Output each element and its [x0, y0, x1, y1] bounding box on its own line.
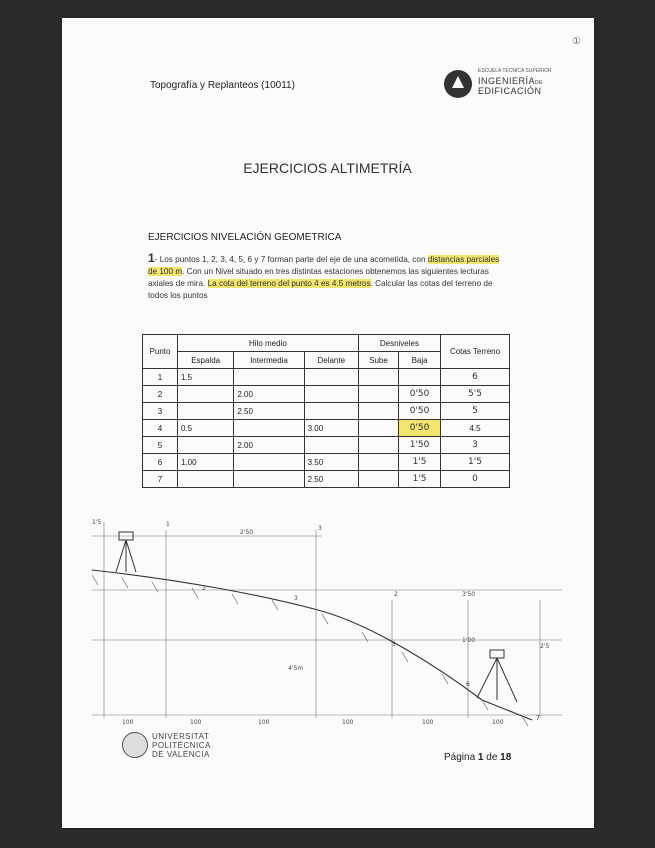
page-corner-mark: ①	[572, 36, 581, 47]
sketch-distance: 100	[492, 719, 504, 726]
leveling-table	[142, 334, 510, 488]
course-name: Topografía y Replanteos (10011)	[150, 80, 295, 91]
level-instrument-icon	[116, 532, 136, 572]
table-row: 5 2.00 1'50 3	[143, 437, 510, 454]
sketch-label: 6	[466, 681, 470, 688]
sketch-distance: 100	[190, 719, 202, 726]
table-row: 1 1.5 6	[143, 369, 510, 386]
sketch-distance: 100	[122, 719, 134, 726]
table-row: 2 2.00 0'50 5'5	[143, 386, 510, 403]
table-row: 4 0.5 3.00 0'50 4.5	[143, 420, 510, 437]
school-logo-icon	[444, 70, 472, 98]
exercise-statement: 1- Los puntos 1, 2, 3, 4, 5, 6 y 7 forman parte del eje de una acometida, con distancias parciales de 100 m. Con un Nivel situado en tres distintas estaciones obtenemos las siguientes lecturas axiales de mira. La cota del terreno del punto 4 es 4.5 metros. Calcular las cotas del terreno de todos los puntos	[148, 251, 500, 300]
sketch-label: 3	[318, 525, 322, 532]
sketch-distance: 100	[422, 719, 434, 726]
sketch-label: 1'00	[462, 637, 476, 644]
sketch-label: 2'50	[240, 529, 254, 536]
sketch-label: 5	[392, 641, 396, 648]
sketch-label: 1	[166, 521, 170, 528]
university-line1: UNIVERSITAT	[152, 732, 210, 741]
university-seal-icon	[122, 732, 148, 758]
sketch-label: 1'5	[92, 519, 102, 526]
level-instrument-icon	[477, 650, 517, 702]
header-espalda: Espalda	[178, 352, 234, 369]
university-line3: DE VALÈNCIA	[152, 750, 210, 759]
section-title: EJERCICIOS NIVELACIÓN GEOMETRICA	[148, 232, 342, 243]
sketch-label: 4'5m	[288, 665, 304, 672]
header-baja: Baja	[399, 352, 441, 369]
header-sube: Sube	[358, 352, 398, 369]
sketch-label: 2	[394, 591, 398, 598]
table-row: 3 2.50 0'50 5	[143, 403, 510, 420]
leveling-sketch	[62, 510, 592, 730]
document-title: EJERCICIOS ALTIMETRÍA	[243, 160, 412, 176]
sketch-distance: 100	[342, 719, 354, 726]
university-line2: POLITÈCNICA	[152, 741, 211, 750]
sketch-label: 3'50	[462, 591, 476, 598]
page-number: Página 1 de 18	[444, 752, 512, 763]
header-hilo-medio: Hilo medio	[178, 335, 359, 352]
sketch-label: 2	[202, 585, 206, 592]
header-desniveles: Desniveles	[358, 335, 440, 352]
highlight-known-height: La cota del terreno del punto 4 es 4.5 metros	[207, 279, 371, 288]
table-row: 7 2.50 1'5 0	[143, 471, 510, 488]
header-cotas: Cotas Terreno	[441, 335, 510, 369]
sketch-label: 7	[536, 715, 540, 722]
school-logo-line2: INGENIERÍADE	[478, 76, 543, 86]
exercise-number: 1	[148, 251, 155, 265]
school-logo-line1: ESCUELA TÉCNICA SUPERIOR	[478, 68, 552, 74]
sketch-distance: 100	[258, 719, 270, 726]
university-logo	[122, 732, 242, 762]
school-logo-line3: EDIFICACIÓN	[478, 86, 542, 96]
sketch-label: 2'5	[540, 643, 550, 650]
table-row: 6 1.00 3.50 1'5 1'5	[143, 454, 510, 471]
sketch-label: 3	[294, 595, 298, 602]
highlight-distances: distancias parciales de 100 m	[148, 255, 500, 276]
school-logo	[444, 68, 564, 108]
header-intermedia: Intermedia	[234, 352, 304, 369]
header-punto: Punto	[143, 335, 178, 369]
header-delante: Delante	[304, 352, 358, 369]
